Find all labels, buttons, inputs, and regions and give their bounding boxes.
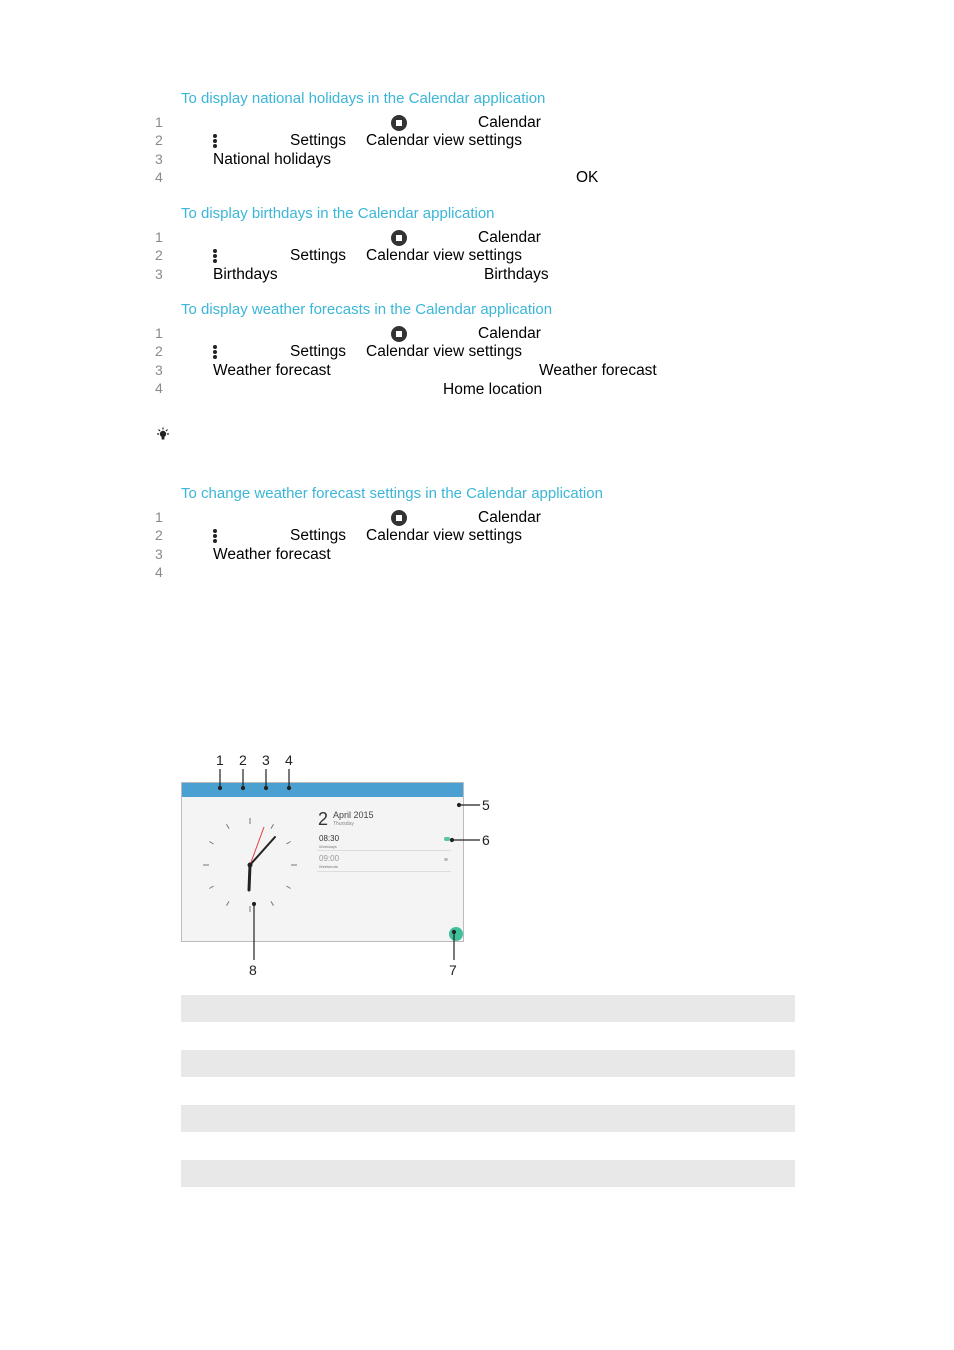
- date-number: 2: [318, 809, 329, 829]
- settings-label: Settings: [290, 343, 347, 360]
- step-number: 1: [155, 114, 163, 130]
- step-number: 4: [155, 564, 163, 580]
- overflow-menu-icon: [212, 134, 218, 149]
- weather-forecast-label: Weather forecast: [213, 362, 331, 379]
- weather-forecast-label: Weather forecast: [539, 362, 657, 379]
- table-row: [181, 1105, 795, 1132]
- step-number: 1: [155, 325, 163, 341]
- step-number: 2: [155, 247, 163, 263]
- overflow-menu-icon: [212, 345, 218, 360]
- alarm-repeat: Weekends: [319, 864, 338, 869]
- calendar-label: Calendar: [478, 114, 541, 131]
- step-number: 1: [155, 229, 163, 245]
- callout-number: 5: [482, 797, 490, 813]
- settings-label: Settings: [290, 247, 347, 264]
- table-row: [181, 1160, 795, 1187]
- alarm-time: 09:00: [319, 854, 340, 863]
- apps-grid-icon: [391, 510, 407, 526]
- step-number: 2: [155, 527, 163, 543]
- callout-number: 7: [449, 962, 457, 978]
- national-holidays-label: National holidays: [213, 151, 332, 168]
- section-heading: To display birthdays in the Calendar application: [181, 205, 495, 222]
- callout-number: 4: [285, 752, 293, 768]
- callout-number: 6: [482, 832, 490, 848]
- step-number: 2: [155, 343, 163, 359]
- date-month-year: April 2015: [333, 810, 374, 820]
- callout-lines: [175, 750, 505, 985]
- callout-number: 8: [249, 962, 257, 978]
- apps-grid-icon: [391, 115, 407, 131]
- callout-number: 3: [262, 752, 270, 768]
- step-number: 3: [155, 362, 163, 378]
- date-weekday: Thursday: [333, 821, 354, 827]
- callout-number: 1: [216, 752, 224, 768]
- calendar-label: Calendar: [478, 325, 541, 342]
- home-location-label: Home location: [443, 381, 543, 398]
- calendar-label: Calendar: [478, 509, 541, 526]
- step-number: 4: [155, 169, 163, 185]
- table-row: [181, 1050, 795, 1077]
- calendar-label: Calendar: [478, 229, 541, 246]
- weather-forecast-label: Weather forecast: [213, 546, 331, 563]
- table-row: [181, 995, 795, 1022]
- step-number: 4: [155, 380, 163, 396]
- section-heading: To change weather forecast settings in the Calendar application: [181, 485, 603, 502]
- calendar-view-settings-label: Calendar view settings: [366, 527, 522, 544]
- alarm-repeat: Workdays: [319, 844, 337, 849]
- overflow-menu-icon: [212, 529, 218, 544]
- settings-label: Settings: [290, 527, 347, 544]
- section-heading: To display weather forecasts in the Calendar application: [181, 301, 553, 318]
- apps-grid-icon: [391, 230, 407, 246]
- clock-screen-illustration: [175, 750, 505, 985]
- settings-label: Settings: [290, 132, 347, 149]
- step-number: 3: [155, 266, 163, 282]
- section-heading: To display national holidays in the Calendar application: [181, 90, 546, 107]
- callout-number: 2: [239, 752, 247, 768]
- step-number: 1: [155, 509, 163, 525]
- step-number: 3: [155, 546, 163, 562]
- alarm-time: 08:30: [319, 834, 340, 843]
- birthdays-label: Birthdays: [484, 266, 549, 283]
- step-number: 2: [155, 132, 163, 148]
- ok-label: OK: [576, 169, 599, 186]
- apps-grid-icon: [391, 326, 407, 342]
- lightbulb-icon: [155, 427, 171, 443]
- step-number: 3: [155, 151, 163, 167]
- calendar-view-settings-label: Calendar view settings: [366, 343, 522, 360]
- birthdays-label: Birthdays: [213, 266, 278, 283]
- calendar-view-settings-label: Calendar view settings: [366, 132, 522, 149]
- calendar-view-settings-label: Calendar view settings: [366, 247, 522, 264]
- overflow-menu-icon: [212, 249, 218, 264]
